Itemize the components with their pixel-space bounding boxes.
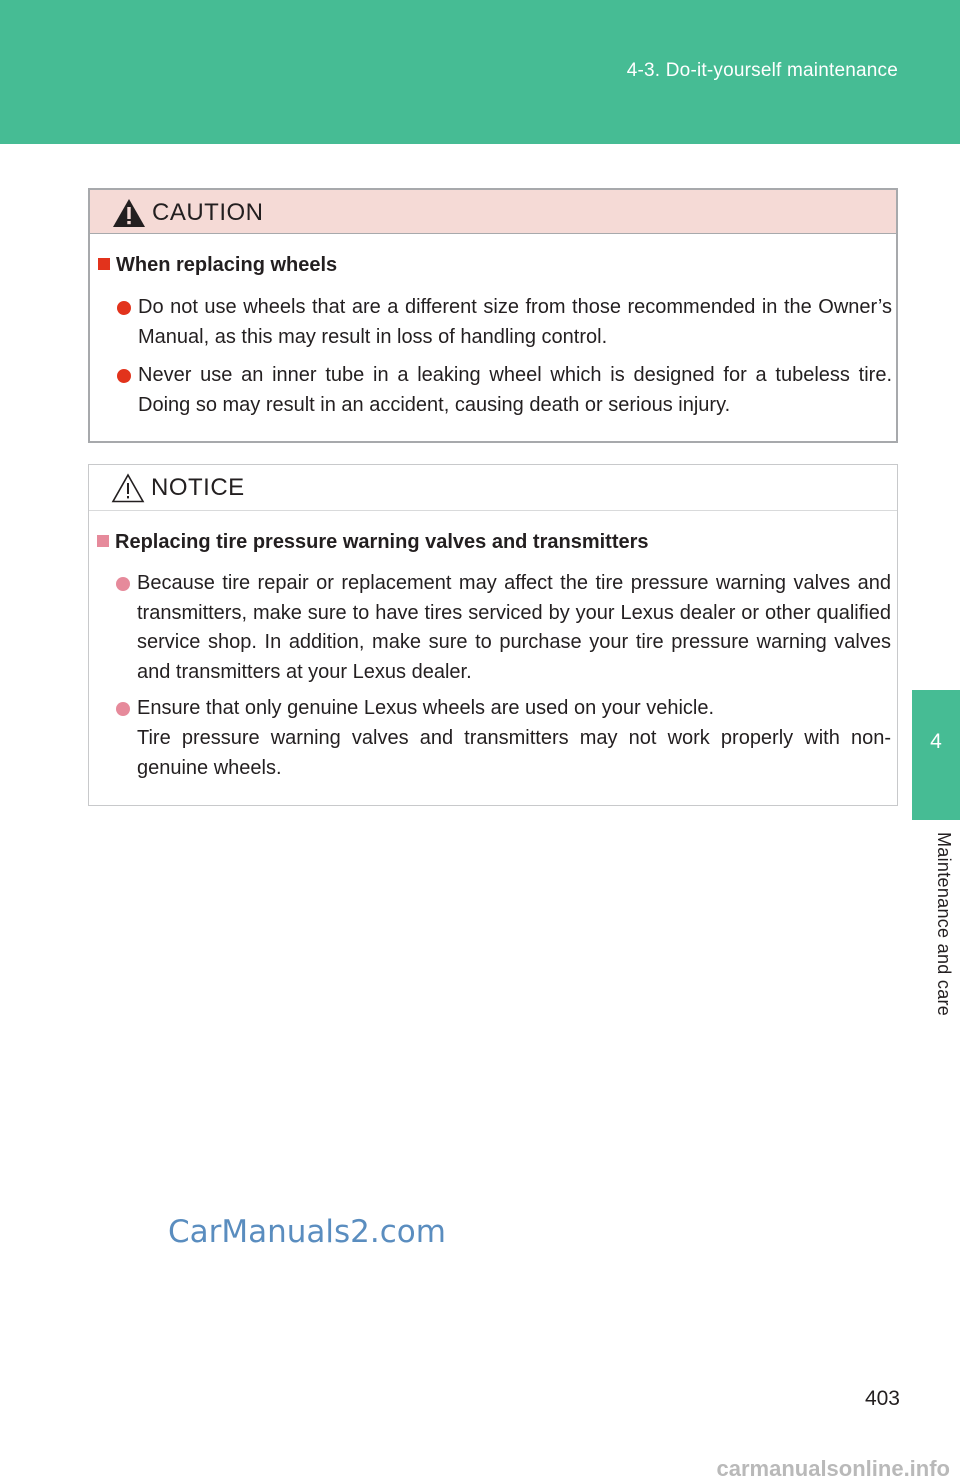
page-number: 403 [864, 1387, 900, 1410]
notice-title: NOTICE [151, 474, 245, 501]
square-bullet-icon [97, 535, 109, 547]
warning-icon [112, 198, 146, 228]
notice-subheading: Replacing tire pressure warning valves and transmitters [97, 531, 649, 554]
notice-bullet-1: Because tire repair or replacement may affect the tire pressure warning valves and transmitters, make sure to have tires serviced by your Lexus dealer or other qualified service shop. In addition, make sure to purchase your tire pressure warning valves and transmitters at your Lexus dealer. [115, 569, 891, 687]
footer-watermark: carmanualsonline.info [716, 1456, 950, 1481]
round-bullet-icon [117, 369, 131, 383]
watermark-logo: CarManuals2.com [168, 1214, 446, 1250]
round-bullet-icon [117, 301, 131, 315]
chapter-tab [912, 690, 960, 820]
square-bullet-icon [98, 258, 110, 270]
caution-bullet-1: Do not use wheels that are a different size from those recommended in the Owner’s Manual, as this may result in loss of handling control. [116, 293, 892, 352]
header-band [0, 0, 960, 144]
round-bullet-icon [116, 702, 130, 716]
caution-subheading: When replacing wheels [98, 254, 337, 277]
warning-outline-icon [111, 473, 145, 503]
notice-bullet-2-continued: Tire pressure warning valves and transmitters may not work properly with non-genuine wheels. [137, 727, 891, 779]
chapter-label: Maintenance and care [934, 832, 954, 1017]
caution-header [90, 190, 896, 234]
caution-bullet-2: Never use an inner tube in a leaking wheel which is designed for a tubeless tire. Doing so may result in an accident, causing death or serious injury. [116, 361, 892, 420]
notice-bullet-2: Ensure that only genuine Lexus wheels are used on your vehicle. [115, 694, 891, 724]
notice-box [88, 464, 898, 806]
notice-header [89, 465, 897, 511]
round-bullet-icon [116, 577, 130, 591]
caution-title: CAUTION [152, 199, 264, 226]
section-title: 4-3. Do-it-yourself maintenance [626, 60, 898, 81]
chapter-number: 4 [930, 730, 942, 753]
caution-box [88, 188, 898, 443]
